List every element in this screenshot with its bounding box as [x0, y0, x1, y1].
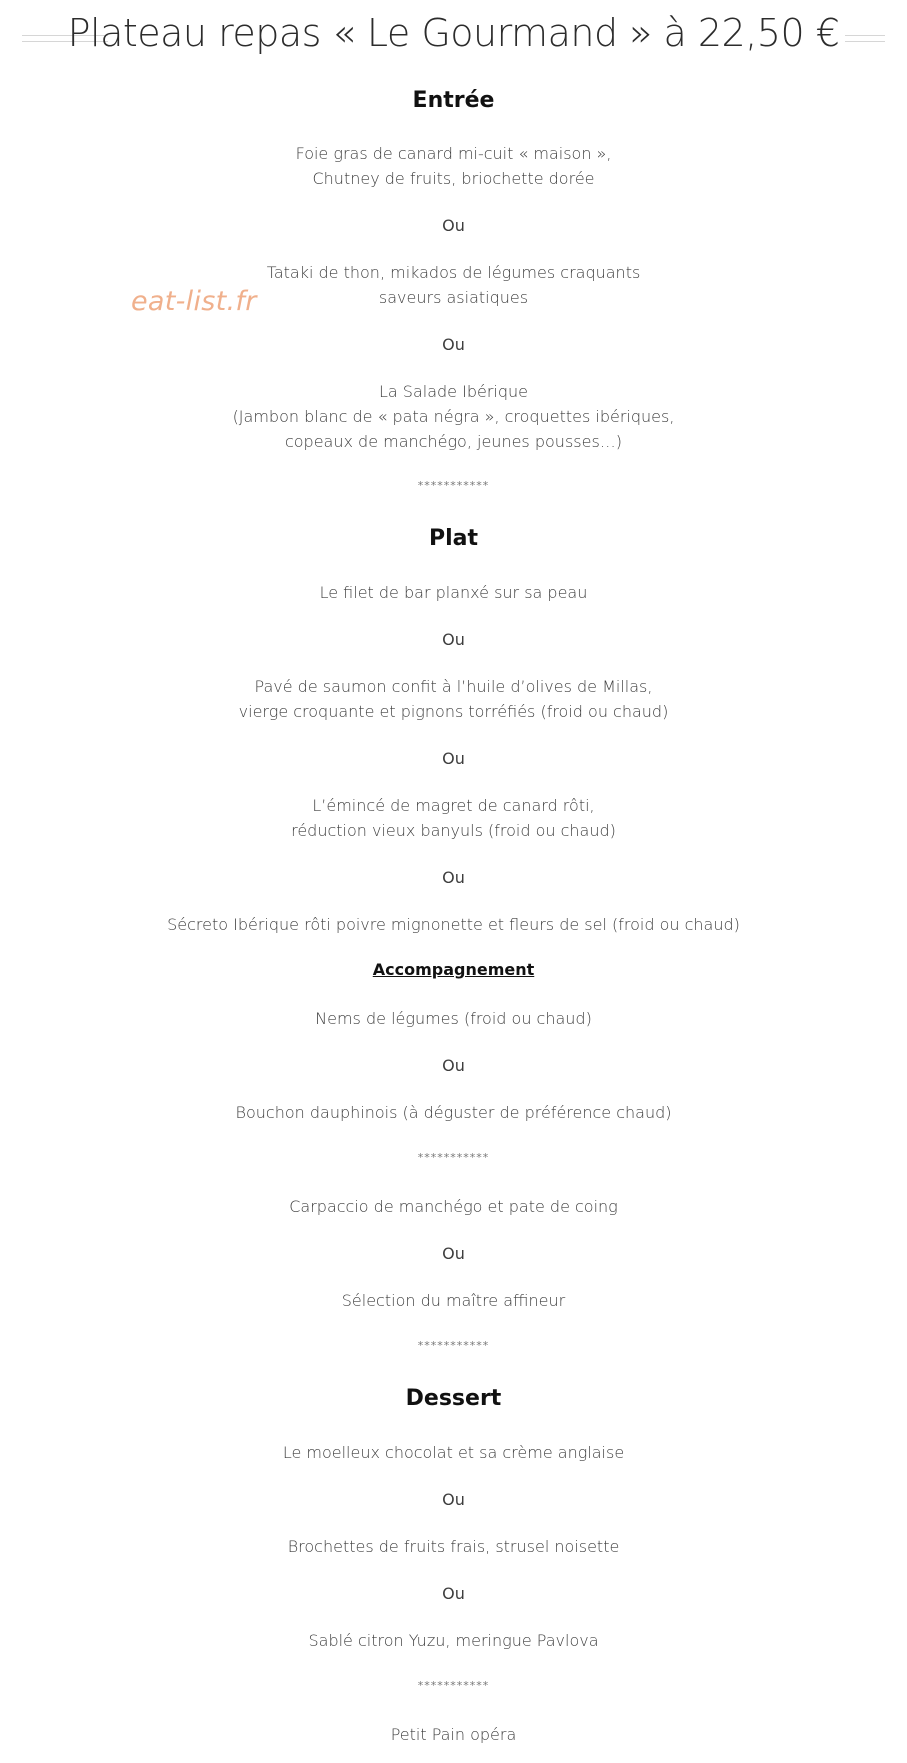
menu-item-line: Chutney de fruits, briochette dorée — [312, 169, 595, 188]
menu-item — [0, 1194, 907, 1219]
menu-item-line: Petit Pain opéra — [390, 1725, 517, 1744]
menu-item — [0, 580, 907, 605]
subsection-heading-accompagnement: Accompagnement — [372, 960, 535, 979]
section-separator: *********** — [417, 1339, 490, 1352]
menu-item-line: Sablé citron Yuzu, meringue Pavlova — [308, 1631, 599, 1650]
section-separator: *********** — [417, 479, 490, 492]
menu-item-line: Brochettes de fruits frais, strusel noisette — [287, 1537, 620, 1556]
menu-item — [0, 1288, 907, 1313]
menu-item-line: Carpaccio de manchégo et pate de coing — [289, 1197, 618, 1216]
menu-item-line: saveurs asiatiques — [378, 288, 529, 307]
or-divider: Ou — [442, 1244, 465, 1263]
menu-item — [0, 1006, 907, 1031]
title-row — [0, 8, 907, 64]
section-separator: *********** — [417, 1679, 490, 1692]
menu-item — [0, 1440, 907, 1465]
section-heading-dessert: Dessert — [405, 1386, 502, 1411]
menu-item-line: Tataki de thon, mikados de légumes craquants — [266, 263, 641, 282]
or-divider: Ou — [442, 868, 465, 887]
menu-item-line: Bouchon dauphinois (à déguster de préférence chaud) — [235, 1103, 672, 1122]
menu-item-line: Nems de légumes (froid ou chaud) — [315, 1009, 592, 1028]
menu-item — [0, 674, 907, 724]
or-divider: Ou — [442, 335, 465, 354]
or-divider: Ou — [442, 1056, 465, 1075]
menu-item-line: (Jambon blanc de « pata négra », croquettes ibériques, — [232, 407, 675, 426]
menu-item-line: Sélection du maître affineur — [341, 1291, 566, 1310]
menu-item-line: La Salade Ibérique — [379, 382, 528, 401]
menu-item — [0, 379, 907, 454]
menu-item-line: Pavé de saumon confit à l’huile d’olives de Millas, — [254, 677, 653, 696]
or-divider: Ou — [442, 1490, 465, 1509]
menu-item-line: L’émincé de magret de canard rôti, — [312, 796, 595, 815]
menu-item — [0, 141, 907, 191]
menu-item — [0, 793, 907, 843]
menu-item-line: vierge croquante et pignons torréfiés (froid ou chaud) — [238, 702, 669, 721]
menu-item — [0, 1100, 907, 1125]
or-divider: Ou — [442, 749, 465, 768]
menu-item-line: Le filet de bar planxé sur sa peau — [319, 583, 588, 602]
or-divider: Ou — [442, 1584, 465, 1603]
menu-item-line: Sécreto Ibérique rôti poivre mignonette et fleurs de sel (froid ou chaud) — [167, 915, 740, 934]
menu-item — [0, 912, 907, 937]
menu-item — [0, 1628, 907, 1653]
menu-item — [0, 1722, 907, 1747]
menu-item-line: Foie gras de canard mi-cuit « maison », — [295, 144, 612, 163]
menu-item-line: Le moelleux chocolat et sa crème anglaise — [282, 1443, 625, 1462]
menu-item-line: copeaux de manchégo, jeunes pousses…) — [284, 432, 623, 451]
or-divider: Ou — [442, 216, 465, 235]
menu-item — [0, 260, 907, 310]
menu-item-line: réduction vieux banyuls (froid ou chaud) — [291, 821, 616, 840]
section-heading-plat: Plat — [428, 526, 479, 551]
section-separator: *********** — [417, 1151, 490, 1164]
or-divider: Ou — [442, 630, 465, 649]
watermark-logo: eat-list.fr — [131, 286, 257, 317]
menu-item — [0, 1534, 907, 1559]
page-title: Plateau repas « Le Gourmand » à 22,50 € — [67, 11, 840, 55]
section-heading-entree: Entrée — [412, 88, 495, 113]
